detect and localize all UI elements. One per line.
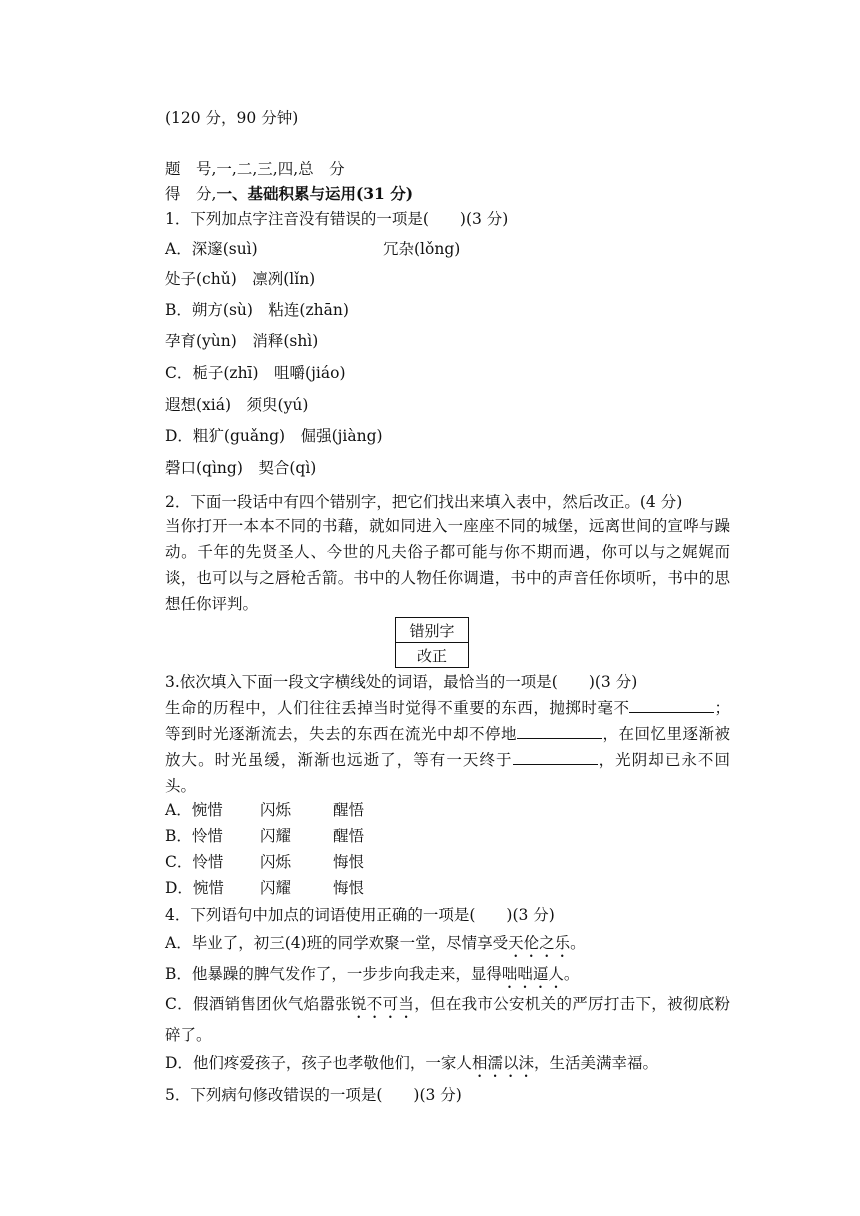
q4-a-pre: A．毕业了，初三(4)班的同学欢聚一堂，尽情享受 xyxy=(165,934,509,952)
q4-d-pre: D．他们疼爱孩子，孩子也孝敬他们，一家人 xyxy=(165,1054,472,1072)
q2-answer-table xyxy=(395,617,469,668)
q1-option-b: B．朔方(sù) 粘连(zhān) xyxy=(165,301,349,319)
q3-a-2: 闪烁 xyxy=(260,801,292,819)
q3-p4: ，光阴却已永不回头。 xyxy=(165,751,730,795)
q1-b-words2: 孕育(yùn) 消释(shì) xyxy=(165,332,319,350)
q3-option-c xyxy=(165,851,364,873)
score-table-row1: 题 号,一,二,三,四,总 分 xyxy=(165,160,345,178)
score-table-row2 xyxy=(165,183,413,205)
q3-blank-1 xyxy=(629,696,714,713)
q1-c-words2: 遐想(xiá) 须臾(yú) xyxy=(165,396,309,414)
q3-blank-3 xyxy=(513,748,598,765)
q4-d-post: ，生活美满幸福。 xyxy=(533,1054,658,1072)
q2-table-row1: 错别字 xyxy=(396,618,469,643)
q4-b-pre: B．他暴躁的脾气发作了，一步步向我走来，显得 xyxy=(165,965,502,983)
q3-passage xyxy=(130,695,730,799)
q3-b-2: 闪耀 xyxy=(260,827,292,845)
q4-option-d xyxy=(165,1052,658,1081)
q3-a-1: A．惋惜 xyxy=(165,801,223,819)
q1-option-c: C．栀子(zhī) 咀嚼(jiáo) xyxy=(165,364,346,382)
q1-a-word2: 冗杂(lǒng) xyxy=(383,240,461,258)
q2-passage xyxy=(130,513,730,617)
q3-stem: 3.依次填入下面一段文字横线处的词语，最恰当的一项是( )(3 分) xyxy=(165,673,638,691)
q3-b-3: 醒悟 xyxy=(333,827,365,845)
q1-a-words3: 处子(chǔ) 凛冽(lǐn) xyxy=(165,270,316,288)
section-title: 一、基础积累与运用(31 分) xyxy=(216,184,414,203)
score-time: (120 分，90 分钟) xyxy=(165,109,299,127)
q4-c-pre: C．假酒销售团伙气焰嚣张 xyxy=(165,995,351,1013)
q4-b-dotted: 咄咄逼人 xyxy=(501,965,564,983)
q4-option-b xyxy=(165,963,579,992)
q3-p2: ；等到时光逐渐流去，失去的东西在流光中却不停地 xyxy=(165,699,730,743)
q4-b-post: 。 xyxy=(563,965,580,983)
q3-b-1: B．怜惜 xyxy=(165,827,223,845)
q4-option-c xyxy=(130,991,730,1048)
q3-c-3: 悔恨 xyxy=(333,853,365,871)
q3-d-2: 闪耀 xyxy=(260,879,292,897)
q3-p1: 生命的历程中，人们往往丢掉当时觉得不重要的东西，抛掷时毫不 xyxy=(165,699,630,717)
q3-p3: ，在回忆里逐渐被放大。时光虽缓，渐渐也远逝了，等有一天终于 xyxy=(165,725,730,769)
q4-d-dotted: 相濡以沫 xyxy=(471,1054,534,1072)
q4-stem: 4．下列语句中加点的词语使用正确的一项是( )(3 分) xyxy=(165,906,555,924)
q3-a-3: 醒悟 xyxy=(333,801,365,819)
q3-c-1: C．怜惜 xyxy=(165,853,224,871)
q3-blank-2 xyxy=(517,722,602,739)
q3-option-a xyxy=(165,799,364,821)
q4-c-dotted: 锐不可当 xyxy=(351,995,415,1013)
q4-c-post: ，但在我市公安机关的严厉打击下，被彻底粉碎了。 xyxy=(165,995,730,1044)
q2-table-row2: 改正 xyxy=(396,643,469,668)
q1-option-a xyxy=(165,238,258,260)
q1-a-word1: 深邃(suì) xyxy=(191,240,258,258)
q3-option-b xyxy=(165,825,364,847)
q4-option-a xyxy=(165,932,586,961)
q3-d-1: D．惋惜 xyxy=(165,879,224,897)
q5-stem: 5．下列病句修改错误的一项是( )(3 分) xyxy=(165,1086,462,1104)
score-label: 得 分, xyxy=(165,185,217,203)
q1-option-d: D．粗犷(guǎng) 倔强(jiàng) xyxy=(165,427,383,445)
q1-stem: 1．下列加点字注音没有错误的一项是( )(3 分) xyxy=(165,210,509,228)
q3-c-2: 闪烁 xyxy=(260,853,292,871)
q2-stem: 2．下面一段话中有四个错别字，把它们找出来填入表中，然后改正。(4 分) xyxy=(165,493,683,511)
q1-d-words2: 磬口(qìng) 契合(qì) xyxy=(165,459,317,477)
q2-passage-text: 当你打开一本本不同的书藉，就如同进入一座座不同的城堡，远离世间的宣哗与躁动。千年的先贤圣人、今世的凡夫俗子都可能与你不期而遇，你可以与之娓娓而谈，也可以与之唇枪舌箭。书中的人物任你调遣，书中的声音任你顷听，书中的思想任你评判。 xyxy=(165,517,730,613)
q4-a-dotted: 天伦之乐 xyxy=(508,934,571,952)
q3-d-3: 悔恨 xyxy=(333,879,365,897)
q4-a-post: 。 xyxy=(570,934,586,952)
q3-option-d xyxy=(165,877,364,899)
q1-a-label: A． xyxy=(165,240,192,258)
